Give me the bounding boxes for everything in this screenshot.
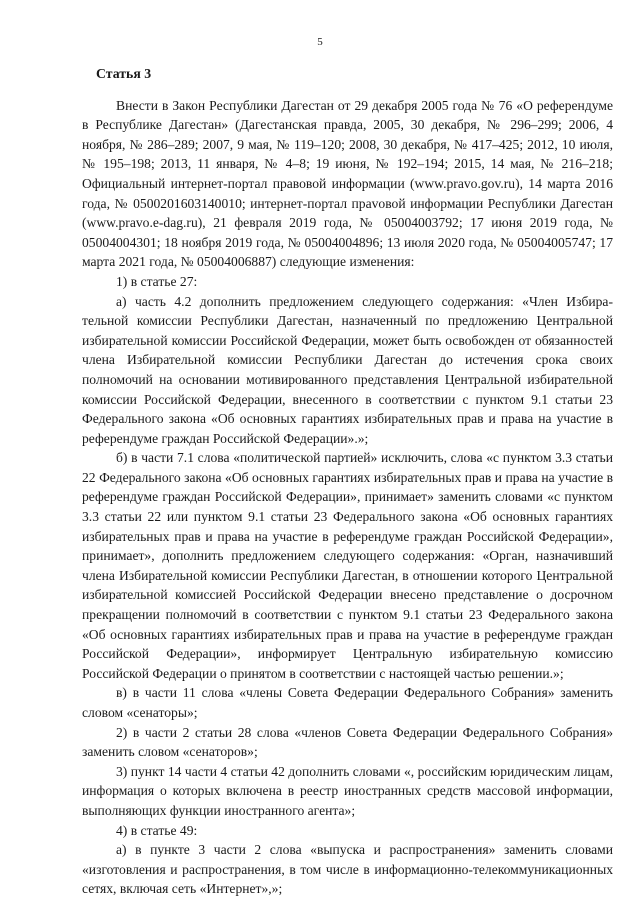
paragraph-item-4a: а) в пункте 3 части 2 слова «выпуска и распространения» заменить словами «изготовления и распространения, в том числе в информационно-телекоммуникационных сетях, включая сеть «Интернет»,»; [82,842,613,897]
article-heading: Статья 3 [96,66,152,81]
paragraph-item-1a: а) часть 4.2 дополнить предложением следующего содержания: «Член Избирательной комиссии Республики Дагестан, назначенный по предложению Центральной избирательной комиссии Российской Федерации, может быть освобожден от обязанностей члена Избирательной комиссии Республики Дагестан до истечения срока своих полномочий на основании мотивированного представления Центральной избирательной комиссии Российской Федерации, внесенного в соответствии с пунктом 9.1 статьи 23 Федерального закона «Об основных гарантиях избирательных прав и права на участие в референдуме граждан Российской Федерации».»; [82,293,613,446]
paragraph-item-2: 2) в части 2 статьи 28 слова «членов Совета Федерации Федерального Собрания» заменить словом «сенаторов»; [82,724,613,760]
paragraph-item-1: 1) в статье 27: [116,273,198,289]
paragraph-item-1b: б) в части 7.1 слова «политической партией» исключить, слова «с пунктом 3.3 статьи 22 Федерального закона «Об основных гарантиях избирательных прав и права на участие в референдуме граждан Российской Федерации», принимает» заменить словами «с пунктом 3.3 статьи 22 или пунктом 9.1 статьи 23 Федерального закона «Об основных гарантиях избирательных прав и права на участие в референдуме граждан Российской Федерации», принимает», дополнить предложением следующего содержания: «Орган, назначивший члена Избирательной комиссии Республики Дагестан, в отношении которого Центральной избирательной комиссией Российской Федерации внесено представление о досрочном прекращении полномочий в соответствии с пунктом 9.1 статьи 23 Федерального закона «Об основных гарантиях избирательных прав и права на участие в референдуме граждан Российской Федерации», информирует Центральную избирательную комиссию Российской Федерации о принятом в соответствии с настоящей частью решении.»; [82,450,613,681]
paragraph-item-4: 4) в статье 49: [116,822,198,838]
paragraph-intro: Внести в Закон Республики Дагестан от 29 декабря 2005 года № 76 «О референдуме в Республике Дагестан» (Дагестанская правда, 2005, 30 декабря, № 296–299; 2006, 4 ноября, № 286–289; 2007, 9 мая, № 119–120; 2008, 30 декабря, № 417–425; 2012, 10 июля, № 195–198; 2013, 11 января, № 4–8; 19 июня, № 192–194; 2015, 14 мая, № 216–218; Официальный интернет-портал правовой информации (www.pravo.gov.ru), 14 марта 2016 года, № 0500201603140010; интернет-портал праvовой информации Республики Дагестан (www.pravo.e-dag.ru), 21 февраля 2019 года, № 05004003792; 17 июня 2019 года, № 05004004301; 18 ноября 2019 года, № 05004004896; 13 июля 2020 года, № 05004005747; 17 марта 2021 года, № 05004006887) следующие изменения: [82,97,613,270]
paragraph-item-3: 3) пункт 14 части 4 статьи 42 дополнить словами «, российским юридическим лицам, информация о которых включена в реестр иностранных средств массовой информации, выполняющих функции иностранного агента»; [82,763,613,818]
paragraph-item-1v: в) в части 11 слова «члены Совета Федерации Федерального Собрания» заменить словом «сенаторы»; [82,685,613,720]
page-number: 5 [317,36,323,48]
document-body [82,64,613,899]
